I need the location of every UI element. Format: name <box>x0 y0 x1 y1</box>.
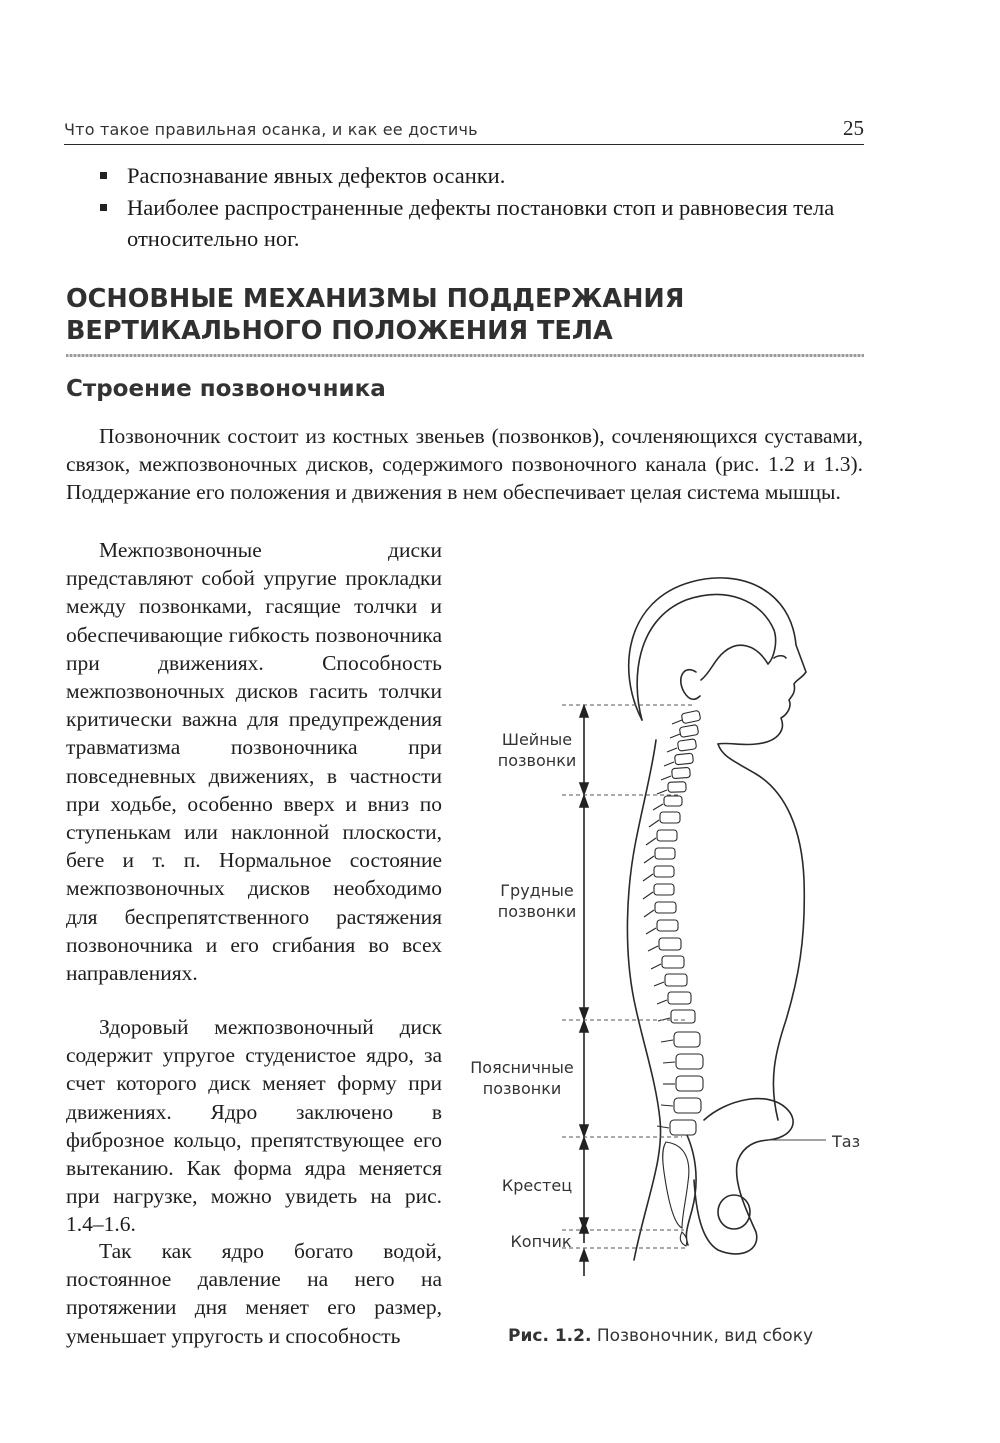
label-sacrum: Крестец <box>501 1176 573 1195</box>
eye <box>774 656 786 658</box>
bullet-text: Распознавание явных дефектов осанки. <box>127 163 506 188</box>
square-bullet-icon <box>100 204 107 211</box>
label-lumbar: Поясничные позвонки <box>470 1058 574 1098</box>
water-paragraph: Так как ядро богато водой, постоянное давление на него на протяжении дня меняет его размер, уменьшает упругость и способность <box>66 1239 442 1348</box>
square-bullet-icon <box>100 172 107 179</box>
head-outline <box>629 578 806 745</box>
running-head <box>64 116 864 145</box>
caption-label: Рис. 1.2. <box>508 1326 592 1346</box>
figure-caption <box>508 1326 868 1346</box>
heading-divider <box>66 354 864 357</box>
section-heading: ОСНОВНЫЕ МЕХАНИЗМЫ ПОДДЕРЖАНИЯ ВЕРТИКАЛЬНОГО ПОЛОЖЕНИЯ ТЕЛА <box>66 284 685 346</box>
bullet-text: Наиболее распространенные дефекты постановки стоп и равновесия тела относительно ног. <box>127 195 835 251</box>
label-pelvis: Таз <box>832 1132 861 1151</box>
healthy-disc-paragraph: Здоровый межпозвоночный диск содержит упругое студенистое ядро, за счет которого диск меняет форму при движениях. Ядро заключено в фиброзное кольцо, препятствующее его вытеканию. Как форма ядра меняется при нагрузке, можно увидеть на рис. 1.4–1.6. <box>66 1015 442 1237</box>
discs-paragraph: Межпозвоночные диски представляют собой упругие прокладки между позвонками, гасящие толчки и обеспечивающие гибкость позвоночника при движениях. Способность межпозвоночных дисков гасить толчки критически важна для предупреждения травматизма позвоночника при повседневных движениях, в частности при ходьбе, особенно вверх и вниз по ступенькам или наклонной плоскости, беге и т. п. Нормальное состояние межпозвоночных дисков необходимо для беспрепятственного растяжения позвоночника и его сгибания во всех направлениях. <box>66 538 442 986</box>
running-title: Что такое правильная осанка, и как ее достичь <box>64 120 478 139</box>
ear <box>681 670 700 700</box>
label-cervical: Шейные позвонки <box>497 730 577 770</box>
label-thoracic: Грудные позвонки <box>497 881 577 921</box>
hip-socket <box>718 1195 750 1229</box>
intro-paragraph: Позвоночник состоит из костных звеньев (позвонков), сочленяющихся суставами, связок, межпозвоночных дисков, содержимого позвоночного канала (рис. 1.2 и 1.3). Поддержание его положения и движения в нем обеспечивает целая система мышцы. <box>66 424 863 505</box>
hair-outline <box>637 595 775 720</box>
label-coccyx: Копчик <box>510 1232 572 1251</box>
bullet-list <box>100 160 870 255</box>
caption-text: Позвоночник, вид сбоку <box>596 1326 814 1346</box>
page-number: 25 <box>843 116 864 140</box>
front-outline <box>718 744 804 1120</box>
back-outline <box>627 740 660 1260</box>
subsection-heading: Строение позвоночника <box>66 376 386 402</box>
bullet-item <box>100 192 870 254</box>
bullet-item <box>100 160 870 191</box>
pelvis-outline <box>694 1099 793 1254</box>
